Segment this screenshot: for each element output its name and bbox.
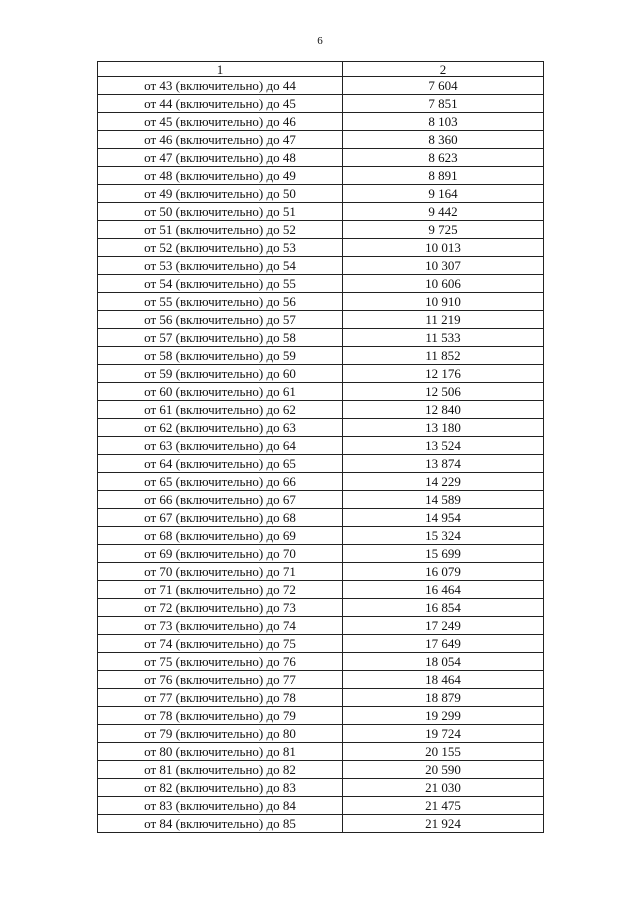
table-row xyxy=(98,491,544,509)
table-row xyxy=(98,293,544,311)
table-row xyxy=(98,779,544,797)
table-row xyxy=(98,401,544,419)
range-cell: от 78 (включительно) до 79 xyxy=(98,707,343,725)
value-cell: 14 589 xyxy=(343,491,544,509)
range-cell: от 80 (включительно) до 81 xyxy=(98,743,343,761)
table-row xyxy=(98,437,544,455)
value-cell: 10 013 xyxy=(343,239,544,257)
table-row xyxy=(98,113,544,131)
table-row xyxy=(98,545,544,563)
table-row xyxy=(98,77,544,95)
table-row xyxy=(98,275,544,293)
range-cell: от 47 (включительно) до 48 xyxy=(98,149,343,167)
range-cell: от 51 (включительно) до 52 xyxy=(98,221,343,239)
value-cell: 17 649 xyxy=(343,635,544,653)
table-row xyxy=(98,707,544,725)
range-cell: от 59 (включительно) до 60 xyxy=(98,365,343,383)
value-cell: 11 852 xyxy=(343,347,544,365)
value-cell: 21 030 xyxy=(343,779,544,797)
table-row xyxy=(98,95,544,113)
range-cell: от 54 (включительно) до 55 xyxy=(98,275,343,293)
table-row xyxy=(98,419,544,437)
value-cell: 10 307 xyxy=(343,257,544,275)
value-cell: 17 249 xyxy=(343,617,544,635)
range-cell: от 83 (включительно) до 84 xyxy=(98,797,343,815)
table-row xyxy=(98,311,544,329)
range-cell: от 66 (включительно) до 67 xyxy=(98,491,343,509)
table-row xyxy=(98,725,544,743)
table-row xyxy=(98,797,544,815)
table-row xyxy=(98,599,544,617)
value-cell: 9 725 xyxy=(343,221,544,239)
range-cell: от 57 (включительно) до 58 xyxy=(98,329,343,347)
range-cell: от 82 (включительно) до 83 xyxy=(98,779,343,797)
value-cell: 14 229 xyxy=(343,473,544,491)
range-cell: от 75 (включительно) до 76 xyxy=(98,653,343,671)
table-row xyxy=(98,203,544,221)
table-row xyxy=(98,383,544,401)
value-cell: 11 219 xyxy=(343,311,544,329)
range-cell: от 77 (включительно) до 78 xyxy=(98,689,343,707)
table-row xyxy=(98,455,544,473)
value-cell: 10 606 xyxy=(343,275,544,293)
value-cell: 18 054 xyxy=(343,653,544,671)
range-cell: от 71 (включительно) до 72 xyxy=(98,581,343,599)
value-cell: 19 299 xyxy=(343,707,544,725)
value-cell: 16 854 xyxy=(343,599,544,617)
value-cell: 13 524 xyxy=(343,437,544,455)
value-cell: 8 360 xyxy=(343,131,544,149)
table-row xyxy=(98,653,544,671)
table-row xyxy=(98,329,544,347)
data-table xyxy=(97,61,544,833)
table-row xyxy=(98,239,544,257)
table-row xyxy=(98,131,544,149)
range-cell: от 67 (включительно) до 68 xyxy=(98,509,343,527)
table-row xyxy=(98,509,544,527)
range-cell: от 81 (включительно) до 82 xyxy=(98,761,343,779)
table-header xyxy=(98,62,544,77)
value-cell: 14 954 xyxy=(343,509,544,527)
value-cell: 9 442 xyxy=(343,203,544,221)
value-cell: 18 879 xyxy=(343,689,544,707)
range-cell: от 43 (включительно) до 44 xyxy=(98,77,343,95)
range-cell: от 63 (включительно) до 64 xyxy=(98,437,343,455)
range-cell: от 64 (включительно) до 65 xyxy=(98,455,343,473)
value-cell: 12 176 xyxy=(343,365,544,383)
range-cell: от 45 (включительно) до 46 xyxy=(98,113,343,131)
table-row xyxy=(98,527,544,545)
value-cell: 19 724 xyxy=(343,725,544,743)
range-cell: от 76 (включительно) до 77 xyxy=(98,671,343,689)
value-cell: 10 910 xyxy=(343,293,544,311)
range-cell: от 74 (включительно) до 75 xyxy=(98,635,343,653)
table-row xyxy=(98,365,544,383)
range-cell: от 72 (включительно) до 73 xyxy=(98,599,343,617)
range-cell: от 60 (включительно) до 61 xyxy=(98,383,343,401)
range-cell: от 79 (включительно) до 80 xyxy=(98,725,343,743)
range-cell: от 46 (включительно) до 47 xyxy=(98,131,343,149)
value-cell: 12 506 xyxy=(343,383,544,401)
table-row xyxy=(98,689,544,707)
page-number: 6 xyxy=(317,35,323,47)
table-body xyxy=(98,77,544,833)
value-cell: 13 180 xyxy=(343,419,544,437)
value-cell: 18 464 xyxy=(343,671,544,689)
table-row xyxy=(98,347,544,365)
column-header-1: 1 xyxy=(98,62,343,77)
table-header-row xyxy=(98,62,544,77)
range-cell: от 61 (включительно) до 62 xyxy=(98,401,343,419)
range-cell: от 50 (включительно) до 51 xyxy=(98,203,343,221)
range-cell: от 73 (включительно) до 74 xyxy=(98,617,343,635)
range-cell: от 84 (включительно) до 85 xyxy=(98,815,343,833)
value-cell: 15 699 xyxy=(343,545,544,563)
range-cell: от 62 (включительно) до 63 xyxy=(98,419,343,437)
value-cell: 16 079 xyxy=(343,563,544,581)
range-cell: от 68 (включительно) до 69 xyxy=(98,527,343,545)
table-row xyxy=(98,149,544,167)
table-row xyxy=(98,761,544,779)
range-cell: от 52 (включительно) до 53 xyxy=(98,239,343,257)
table-row xyxy=(98,167,544,185)
value-cell: 8 623 xyxy=(343,149,544,167)
table-row xyxy=(98,185,544,203)
value-cell: 20 155 xyxy=(343,743,544,761)
value-cell: 7 604 xyxy=(343,77,544,95)
range-cell: от 56 (включительно) до 57 xyxy=(98,311,343,329)
value-cell: 7 851 xyxy=(343,95,544,113)
range-cell: от 58 (включительно) до 59 xyxy=(98,347,343,365)
range-cell: от 44 (включительно) до 45 xyxy=(98,95,343,113)
table-row xyxy=(98,257,544,275)
value-cell: 12 840 xyxy=(343,401,544,419)
value-cell: 15 324 xyxy=(343,527,544,545)
range-cell: от 65 (включительно) до 66 xyxy=(98,473,343,491)
range-cell: от 69 (включительно) до 70 xyxy=(98,545,343,563)
value-cell: 11 533 xyxy=(343,329,544,347)
table-row xyxy=(98,743,544,761)
value-cell: 9 164 xyxy=(343,185,544,203)
table-row xyxy=(98,671,544,689)
table-row xyxy=(98,617,544,635)
value-cell: 8 891 xyxy=(343,167,544,185)
value-cell: 16 464 xyxy=(343,581,544,599)
range-cell: от 55 (включительно) до 56 xyxy=(98,293,343,311)
range-cell: от 53 (включительно) до 54 xyxy=(98,257,343,275)
range-cell: от 70 (включительно) до 71 xyxy=(98,563,343,581)
column-header-2: 2 xyxy=(343,62,544,77)
range-cell: от 49 (включительно) до 50 xyxy=(98,185,343,203)
value-cell: 13 874 xyxy=(343,455,544,473)
table-row xyxy=(98,581,544,599)
table-row xyxy=(98,221,544,239)
table-row xyxy=(98,815,544,833)
value-cell: 21 475 xyxy=(343,797,544,815)
table-row xyxy=(98,635,544,653)
value-cell: 20 590 xyxy=(343,761,544,779)
table-row xyxy=(98,563,544,581)
value-cell: 21 924 xyxy=(343,815,544,833)
range-cell: от 48 (включительно) до 49 xyxy=(98,167,343,185)
value-cell: 8 103 xyxy=(343,113,544,131)
table-row xyxy=(98,473,544,491)
